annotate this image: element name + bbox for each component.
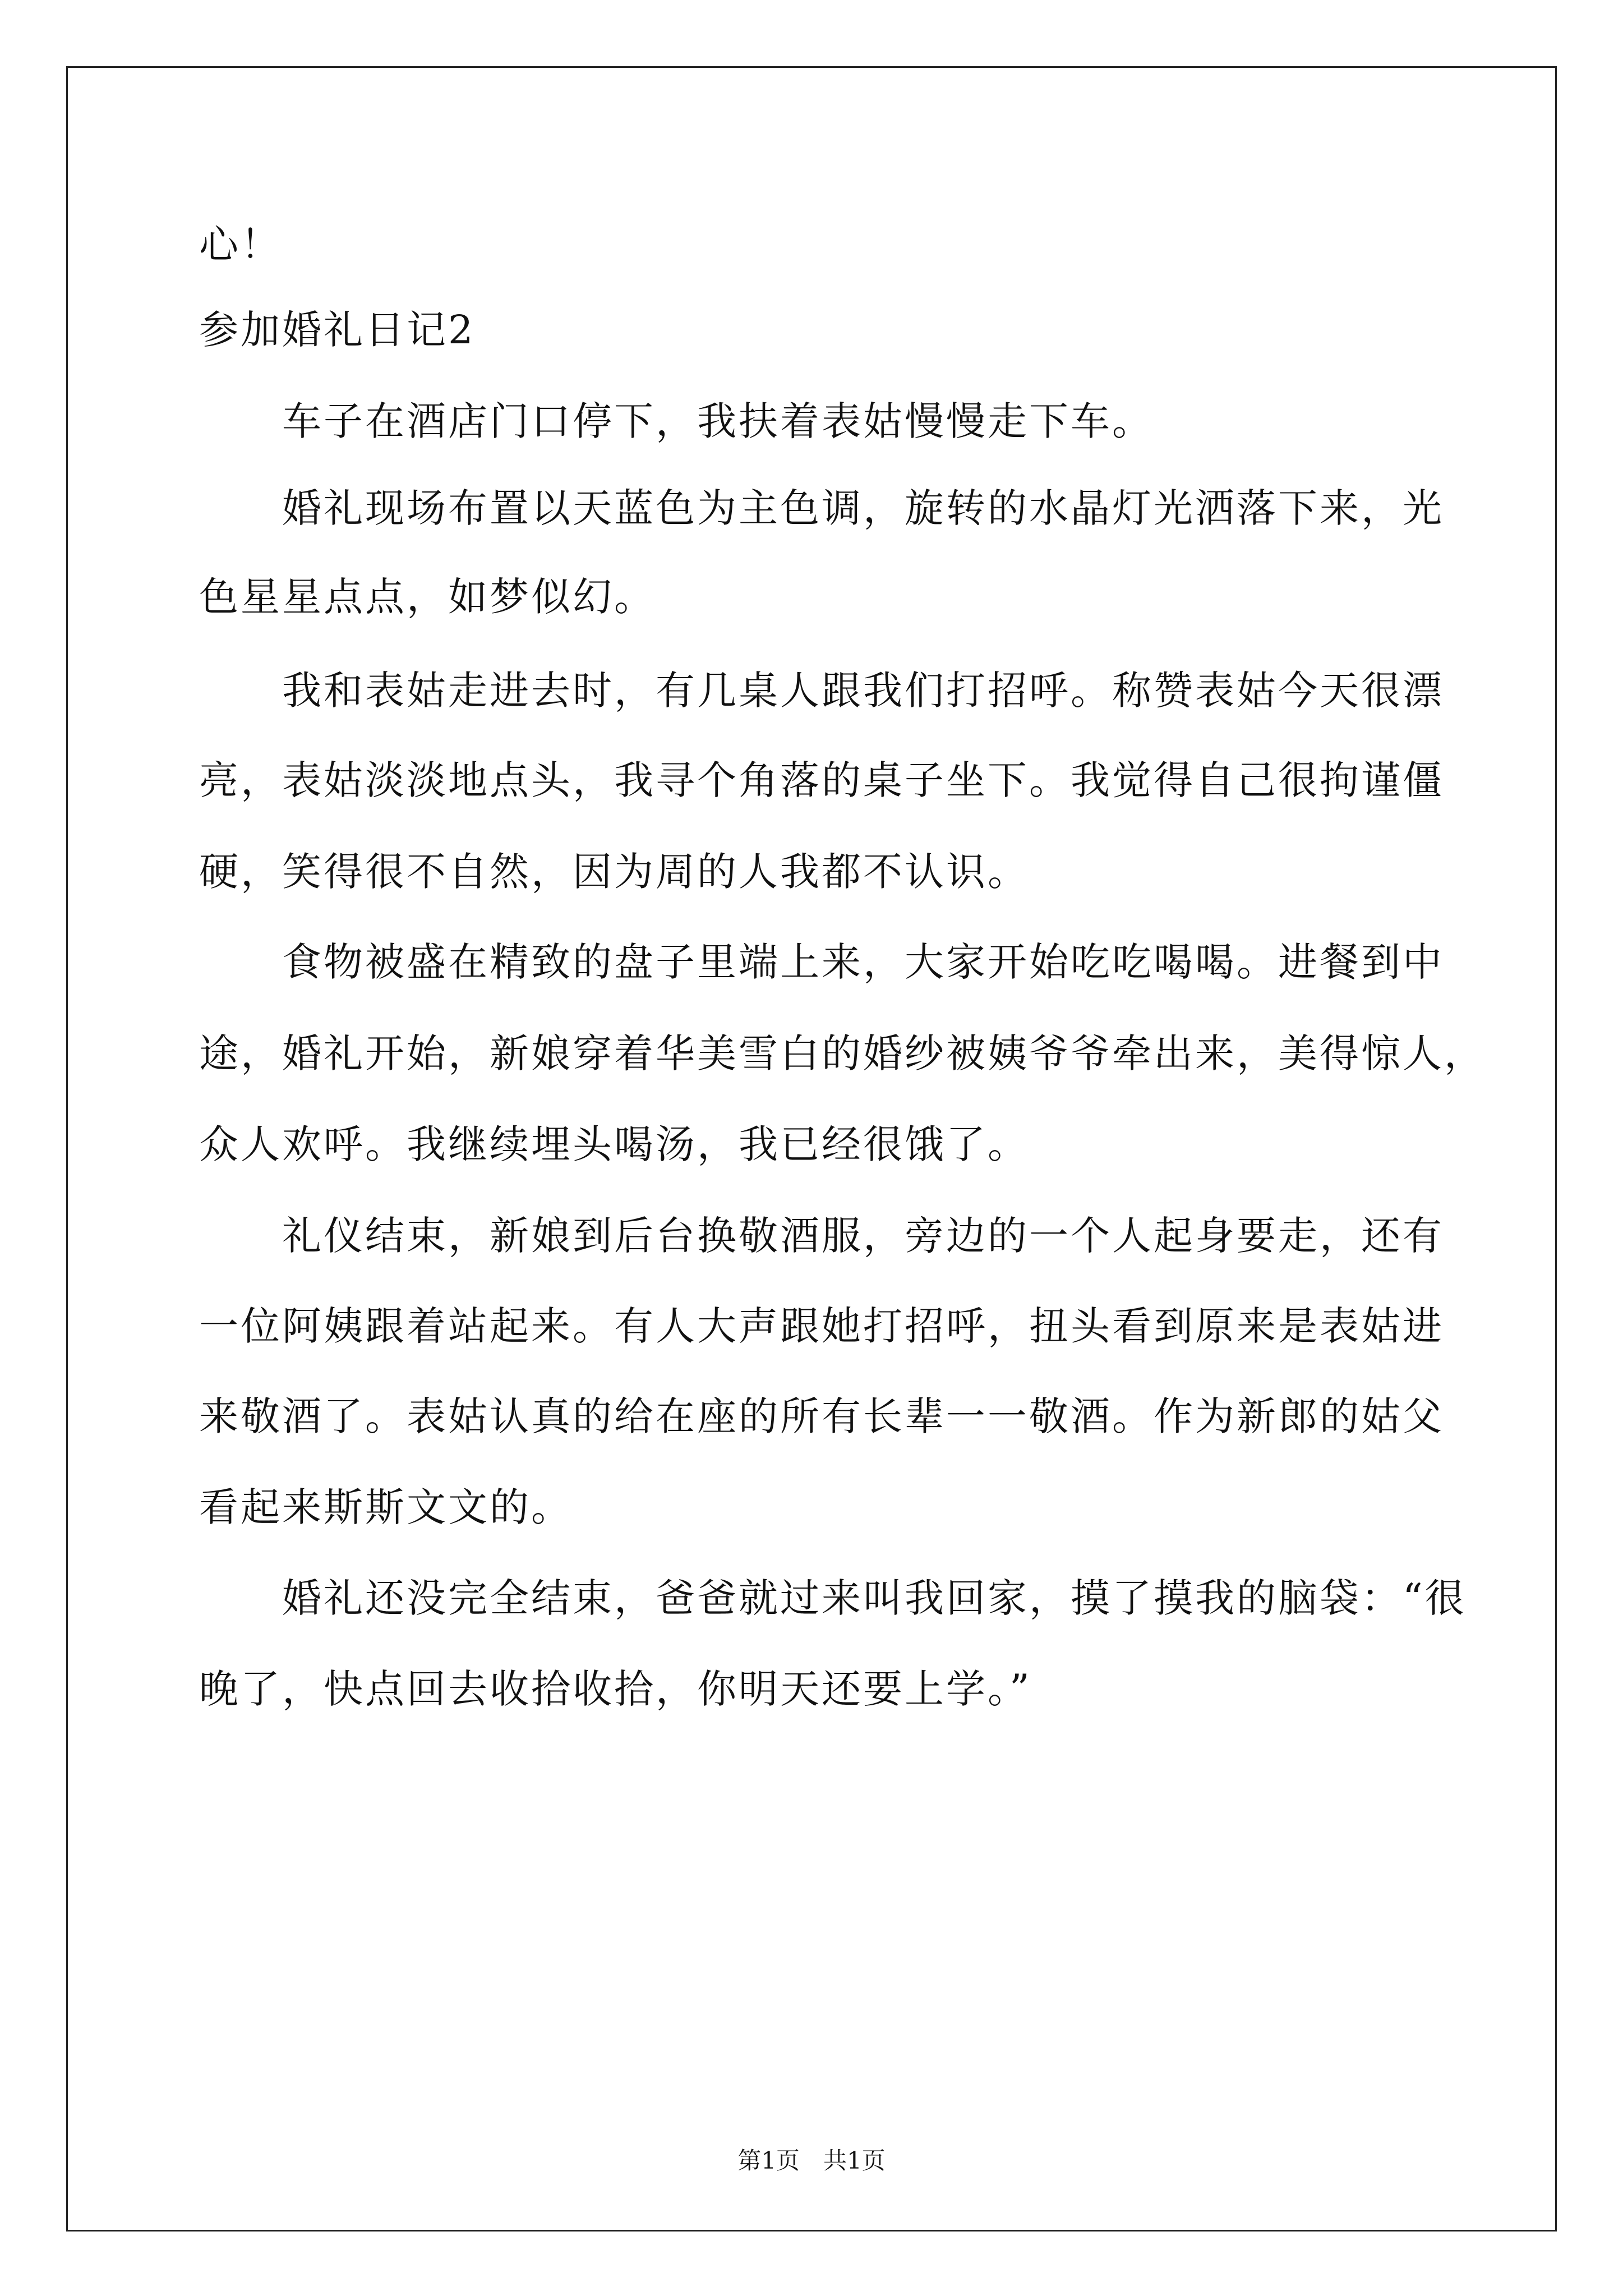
text-line: 亮，表姑淡淡地点头，我寻个角落的桌子坐下。我觉得自己很拘谨僵 xyxy=(199,757,1444,803)
text-line: 途，婚礼开始，新娘穿着华美雪白的婚纱被姨爷爷牵出来，美得惊人， xyxy=(199,1030,1486,1076)
section-title: 参加婚礼日记2 xyxy=(199,307,476,353)
text-line: 一位阿姨跟着站起来。有人大声跟她打招呼，扭头看到原来是表姑进 xyxy=(199,1303,1444,1349)
text-line: 众人欢呼。我继续埋头喝汤，我已经很饿了。 xyxy=(199,1121,1029,1167)
text-line: 色星星点点，如梦似幻。 xyxy=(199,574,656,620)
text-line: 礼仪结束，新娘到后台换敬酒服，旁边的一个人起身要走，还有 xyxy=(199,1213,1444,1259)
text-line: 晚了，快点回去收拾收拾，你明天还要上学。” xyxy=(199,1666,1032,1712)
text-line: 食物被盛在精致的盘子里端上来，大家开始吃吃喝喝。进餐到中 xyxy=(199,939,1444,985)
text-line: 我和表姑走进去时，有几桌人跟我们打招呼。称赞表姑今天很漂 xyxy=(199,668,1444,714)
text-line: 婚礼还没完全结束，爸爸就过来叫我回家，摸了摸我的脑袋：“很 xyxy=(199,1575,1467,1621)
text-line: 婚礼现场布置以天蓝色为主色调，旋转的水晶灯光洒落下来，光 xyxy=(199,485,1444,531)
text-line: 硬，笑得很不自然，因为周的人我都不认识。 xyxy=(199,849,1029,895)
text-line: 心！ xyxy=(199,222,282,268)
text-line: 看起来斯斯文文的。 xyxy=(199,1484,573,1530)
page-number: 第1页 共1页 xyxy=(737,2147,886,2174)
text-line: 车子在酒店门口停下，我扶着表姑慢慢走下车。 xyxy=(199,398,1154,444)
text-line: 来敬酒了。表姑认真的给在座的所有长辈一一敬酒。作为新郎的姑父 xyxy=(199,1393,1444,1439)
